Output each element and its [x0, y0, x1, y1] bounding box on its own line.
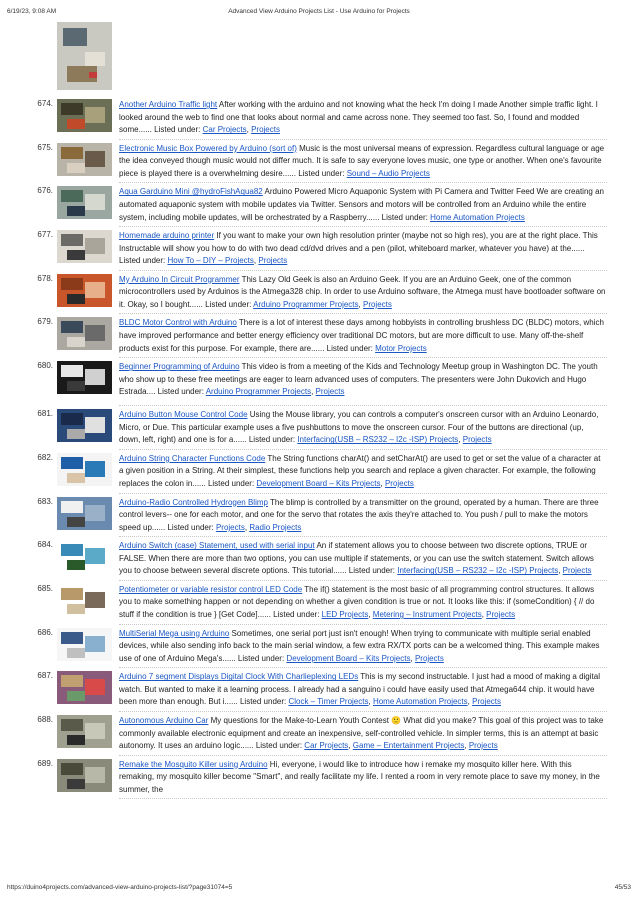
- category-link[interactable]: Projects: [315, 387, 345, 397]
- project-title-link[interactable]: Homemade arduino printer: [119, 231, 215, 241]
- item-number: 685.: [37, 583, 53, 593]
- project-title-link[interactable]: Another Arduino Traffic light: [119, 100, 218, 109]
- project-summary: Arduino Button Mouse Control Code Using the Mouse library, you can controls a computer's onscreen cursor with an Arduino Leonardo, Micro, or Due. This particular example uses a five pushbuttons to move the onscreen cursor. Four of the buttons are directional (up, down, left, right) and one is for a...... Listed under: Interfacing(USB – RS232 – I2c -ISP) Projects, Projects: [119, 410, 599, 445]
- category-link[interactable]: Motor Projects: [375, 343, 427, 353]
- project-thumbnail[interactable]: [57, 497, 112, 530]
- category-link[interactable]: How To – DIY – Projects: [167, 256, 254, 266]
- project-summary: Arduino 7 segment Displays Digital Clock With Charlieplexing LEDs This is my second instructable. I just had a mood of making a digital watch. But wanted to make it a learning process. I already had a sanguino i could have easily used that Atmega644 chip. it would have been more than enough. But i...... Listed under: Clock – Timer Projects, Home Automation Projects, Projects: [119, 672, 600, 707]
- page-number: 45/53: [614, 884, 631, 891]
- project-description: After working with the arduino and not knowing what the heck I'm doing I made Another simple traffic light. I looked around the web to find one that looks about normal and came across none. They seemed too fast. So, I found and modded some...... Listed under:: [119, 100, 598, 135]
- item-number: 679.: [37, 317, 53, 327]
- item-number: 678.: [37, 273, 53, 283]
- project-thumbnail[interactable]: [57, 274, 112, 307]
- project-description: This is my second instructable. I just had a mood of making a digital watch. But wanted to make it a learning process. I already had a sanguino i could have easily used that Atmega644 chip. it would have been more than enough. But i...... Listed under:: [119, 672, 600, 707]
- project-description: This Lazy Old Geek is also an Arduino Geek. If you are an Arduino Geek, one of the common microcontrollers used by Arduinos is the Atmega328 chip. In order to use Arduino software, the Atmega must have bootloader software on it. Okay, so I bought...... Listed under:: [119, 274, 606, 309]
- list-item: [0, 96, 638, 140]
- category-link[interactable]: Projects: [562, 566, 592, 576]
- project-title-link[interactable]: Beginner Programming of Arduino: [119, 362, 240, 372]
- item-number: 675.: [37, 142, 53, 152]
- item-number: 674.: [37, 99, 53, 108]
- category-link[interactable]: Home Automation Projects: [372, 697, 468, 707]
- project-summary: My Arduino In Circuit Programmer This Lazy Old Geek is also an Arduino Geek. If you are an Arduino Geek, one of the common microcontrollers used by Arduinos is the Atmega328 chip. In order to use Arduino software, the Atmega must have bootloader software on it. Okay, so I bought...... Listed under: Arduino Programmer Projects, Projects: [119, 274, 606, 309]
- item-number: 683.: [37, 496, 53, 506]
- list-item: [0, 358, 638, 406]
- project-summary: [119, 759, 607, 797]
- project-title-link[interactable]: My Arduino In Circuit Programmer: [119, 274, 240, 284]
- print-header: [7, 8, 631, 18]
- category-link[interactable]: Projects: [462, 435, 492, 445]
- project-title-link[interactable]: Arduino 7 segment Displays Digital Clock With Charlieplexing LEDs: [119, 672, 359, 682]
- category-link[interactable]: Projects: [414, 653, 444, 663]
- list-item: [0, 227, 638, 271]
- project-thumbnail[interactable]: [57, 671, 112, 704]
- category-link[interactable]: Projects: [486, 610, 516, 620]
- project-description: Hi, everyone, i would like to introduce how i remake my mosquito killer here. With this remaking, my mosquito killer become "Smart", and really facilitate my life. I rented a room in very remote place to save my money, in the summer, the: [119, 759, 600, 794]
- project-title-link[interactable]: Autonomous Arduino Car: [119, 715, 209, 725]
- project-summary: Another Arduino Traffic light After working with the arduino and not knowing what the heck I'm doing I made Another simple traffic light. I looked around the web to find one that looks about normal and came across none. They seemed too fast. So, I found and modded some...... Listed under: Car Projects, Projects: [119, 100, 598, 135]
- project-list: [0, 96, 638, 799]
- item-number: 686.: [37, 627, 53, 637]
- list-item: [0, 183, 638, 227]
- project-summary: [119, 143, 607, 181]
- category-link[interactable]: Projects: [258, 256, 288, 266]
- project-description: If you want to make your own high resolution printer (maybe not so high res), you are at the right place. This Instructable will show you how to do with two dead cd/dvd drives and a pen (pilot, whiteboard marker, whatever you have) at the...... Listed under:: [119, 231, 598, 266]
- project-description: My questions for the Make-to-Learn Youth Contest 🙂 What did you make? This goal of this project was to take commonly available electronic equipment and create an inexpensive, self-controlled vehicle. In simpler terms, this is an attempt at basic autonomy. It uses an arduino logic...... Listed under:: [119, 715, 604, 751]
- project-thumbnail[interactable]: [57, 453, 112, 486]
- category-link[interactable]: Arduino Programmer Projects: [205, 387, 312, 397]
- item-number: 687.: [37, 671, 53, 681]
- project-title-link[interactable]: BLDC Motor Control with Arduino: [119, 318, 237, 328]
- project-thumbnail[interactable]: [57, 715, 112, 748]
- list-item: [0, 140, 638, 184]
- project-description: The String functions charAt() and setCharAt() are used to get or set the value of a character at a given position in a String. At their simplest, these functions help you search and replace a given character. For example, the following replaces the colon in...... Listed under:: [119, 453, 601, 488]
- project-description: Sometimes, one serial port just isn't enough! When trying to communicate with multiple serial enabled devices, while also sending info back to the main serial window, a few extra RX/TX ports can be a welcomed thing. This example makes use of one of Arduino Mega's...... Listed under:: [119, 628, 600, 663]
- project-summary: Arduino String Character Functions Code The String functions charAt() and setCharAt() are used to get or set the value of a character at a given position in a String. At their simplest, these functions help you search and replace a given character. For example, the following replaces the colon in...... Listed under: Development Board – Kits Projects, Projects: [119, 453, 601, 488]
- category-link[interactable]: Projects: [215, 522, 245, 532]
- list-item: [0, 537, 638, 581]
- page-title: Advanced View Arduino Projects List - Use Arduino for Projects: [228, 8, 410, 15]
- project-title-link[interactable]: Aqua Garduino Mini @hydroFishAqua82: [119, 187, 263, 197]
- list-item: [0, 581, 638, 625]
- list-item: [0, 756, 638, 800]
- project-summary: [119, 317, 607, 355]
- category-link[interactable]: Development Board – Kits Projects: [256, 479, 381, 488]
- project-thumbnail[interactable]: [57, 409, 112, 442]
- category-link[interactable]: Projects: [362, 299, 392, 309]
- project-title-link[interactable]: Arduino Button Mouse Control Code: [119, 410, 248, 420]
- category-link[interactable]: Car Projects: [304, 741, 349, 751]
- project-title-link[interactable]: Electronic Music Box Powered by Arduino (sort of): [119, 143, 297, 153]
- project-summary: Autonomous Arduino Car My questions for the Make-to-Learn Youth Contest 🙂 What did you make? This goal of this project was to take commonly available electronic equipment and create an inexpensive, self-controlled vehicle. In simpler terms, this is an attempt at basic autonomy. It uses an arduino logic...... Listed under: Car Projects, Game – Entertainment Projects, Projects: [119, 715, 604, 751]
- project-thumbnail[interactable]: [57, 230, 112, 263]
- item-number: 681.: [37, 409, 53, 419]
- category-link[interactable]: Interfacing(USB – RS232 – I2c -ISP) Projects: [297, 435, 459, 445]
- list-item: [0, 625, 638, 669]
- project-description: The if() statement is the most basic of all programming control structures. It allows you to make something happen or not depending on whether a given condition is true or not. It looks like this: if (someCondition) { // do stuff if the condition is true } [Get Code]...... Listed under:: [119, 584, 595, 620]
- category-link[interactable]: Game – Entertainment Projects: [352, 741, 465, 751]
- category-link[interactable]: Metering – Instrument Projects: [372, 610, 482, 620]
- item-number: 680.: [37, 361, 53, 371]
- category-link[interactable]: Projects: [384, 479, 414, 488]
- project-description: The blimp is controlled by a transmitter on the ground, operated by a human. There are three control levers-- one for each motor, and one for the servo that rotates the axis they're attached to. You push / pull to make the motors speed up...... Listed under:: [119, 497, 599, 532]
- project-thumbnail[interactable]: [57, 628, 112, 661]
- category-link[interactable]: Home Automation Projects: [430, 212, 525, 222]
- category-link[interactable]: LED Projects: [321, 610, 369, 620]
- project-description: An if statement allows you to choose between two discrete options, TRUE or FALSE. When there are more than two options, you can use multiple if statements, or you can use the switch statement. Switch allows you to choose between several discrete options. This tutorial...... Listed under:: [119, 541, 594, 576]
- item-number: 682.: [37, 452, 53, 462]
- list-item: [0, 271, 638, 315]
- project-title-link[interactable]: Arduino-Radio Controlled Hydrogen Blimp: [119, 497, 268, 507]
- page-url: https://duino4projects.com/advanced-view-arduino-projects-list/?page31074=5: [7, 884, 233, 891]
- project-title-link[interactable]: Arduino String Character Functions Code: [119, 453, 266, 463]
- project-title-link[interactable]: MultiSerial Mega using Arduino: [119, 628, 230, 638]
- item-number: 689.: [37, 758, 53, 768]
- category-link[interactable]: Interfacing(USB – RS232 – I2c -ISP) Projects: [397, 566, 559, 576]
- category-link[interactable]: Projects: [468, 741, 498, 751]
- project-summary: Homemade arduino printer If you want to make your own high resolution printer (maybe not so high res), you are at the right place. This Instructable will show you how to do with two dead cd/dvd drives and a pen (pilot, whiteboard marker, whatever you have) at the...... Listed under: How To – DIY – Projects, Projects: [119, 231, 598, 266]
- category-link[interactable]: Radio Projects: [249, 522, 302, 532]
- category-link[interactable]: Projects: [472, 697, 502, 707]
- list-item: [0, 494, 638, 538]
- project-description: Using the Mouse library, you can controls a computer's onscreen cursor with an Arduino Leonardo, Micro, or Due. This particular example uses a five pushbuttons to move the onscreen cursor. Four of the buttons are directional (up, down, left, right) and one is for a...... Listed under:: [119, 410, 599, 445]
- previous-entry-image: [57, 22, 112, 90]
- project-thumbnail[interactable]: [57, 186, 112, 219]
- project-summary: MultiSerial Mega using Arduino Sometimes, one serial port just isn't enough! When trying to communicate with multiple serial enabled devices, while also sending info back to the main serial window, a few extra RX/TX ports can be a welcomed thing. This example makes use of one of Arduino Mega's...... Listed under: Development Board – Kits Projects, Projects: [119, 628, 600, 663]
- list-item: [0, 406, 638, 450]
- project-summary: Arduino Switch (case) Statement, used with serial input An if statement allows you to choose between two discrete options, TRUE or FALSE. When there are more than two options, you can use multiple if statements, or you can use the switch statement. Switch allows you to choose between several discrete options. This tutorial...... Listed under: Interfacing(USB – RS232 – I2c -ISP) Projects, Projects: [119, 541, 594, 576]
- project-thumbnail[interactable]: [57, 584, 112, 617]
- project-summary: Arduino-Radio Controlled Hydrogen Blimp The blimp is controlled by a transmitter on the ground, operated by a human. There are three control levers-- one for each motor, and one for the servo that rotates the axis they're attached to. You push / pull to make the motors speed up...... Listed under: Projects, Radio Projects: [119, 497, 599, 532]
- project-summary: Potentiometer or variable resistor control LED Code The if() statement is the most basic of all programming control structures. It allows you to make something happen or not depending on whether a given condition is true or not. It looks like this: if (someCondition) { // do stuff if the condition is true } [Get Code]...... Listed under: LED Projects, Metering – Instrument Projects, Projects: [119, 584, 595, 620]
- project-thumbnail[interactable]: [57, 759, 112, 792]
- project-title-link[interactable]: Remake the Mosquito Killer using Arduino: [119, 759, 268, 769]
- project-title-link[interactable]: Potentiometer or variable resistor control LED Code: [119, 584, 303, 594]
- category-link[interactable]: Clock – Timer Projects: [288, 697, 369, 707]
- category-link[interactable]: Development Board – Kits Projects: [286, 653, 411, 663]
- item-number: 688.: [37, 714, 53, 724]
- project-thumbnail[interactable]: [57, 361, 112, 394]
- project-title-link[interactable]: Arduino Switch (case) Statement, used with serial input: [119, 541, 315, 551]
- item-number: 676.: [37, 186, 53, 196]
- project-thumbnail[interactable]: [57, 99, 112, 132]
- project-description: Music is the most universal means of expression. Regardless cultural language or age the idea conveyed though music would not differ much. It is safe to say everyone loves music, one type or another. When one's favourite piece is played there is a overwhelming desire...... Listed under:: [119, 143, 605, 178]
- list-item: [0, 668, 638, 712]
- category-link[interactable]: Sound – Audio Projects: [346, 168, 430, 178]
- project-summary: Beginner Programming of Arduino This video is from a meeting of the Kids and Technology Meetup group in Washington DC. The youth who show up to these free meetings are eager to learn advanced uses of computers. The presenters were John Dukovich and Hugo Estrada.... Listed under: Arduino Programmer Projects, Projects: [119, 362, 598, 397]
- project-description: This video is from a meeting of the Kids and Technology Meetup group in Washington DC. The youth who show up to these free meetings are eager to learn advanced uses of computers. The presenters were John Dukovich and Hugo Estrada.... Listed under:: [119, 362, 598, 397]
- project-thumbnail[interactable]: [57, 143, 112, 176]
- project-thumbnail[interactable]: [57, 317, 112, 350]
- print-date: 6/19/23, 9:08 AM: [7, 8, 57, 15]
- project-description: There is a lot of interest these days among hobbyists in controlling brushless DC (BLDC) motors, which have improved performance and better energy efficiency over traditional DC motors, but are more difficult to use. Many off-the-shelf products exist for this purpose. For example, there are...... Listed under:: [119, 318, 604, 353]
- category-link[interactable]: Projects: [251, 125, 280, 135]
- item-number: 684.: [37, 540, 53, 550]
- category-link[interactable]: Car Projects: [202, 125, 247, 135]
- list-item: [0, 450, 638, 494]
- project-description: Arduino Powered Micro Aquaponic System with Pi Camera and Twitter Feed We are creating an automated aquaponic system with mobile updates via Twitter. Sensors and motors will be controlled from an Arduino while the entire system, including mobile updates, will be orchestrated by a Raspberry...... Listed under:: [119, 187, 604, 222]
- category-link[interactable]: Arduino Programmer Projects: [253, 299, 359, 309]
- list-item: [0, 712, 638, 756]
- project-thumbnail[interactable]: [57, 540, 112, 573]
- print-footer: [7, 884, 631, 894]
- list-item: [0, 314, 638, 358]
- item-number: 677.: [37, 230, 53, 240]
- project-summary: [119, 186, 607, 224]
